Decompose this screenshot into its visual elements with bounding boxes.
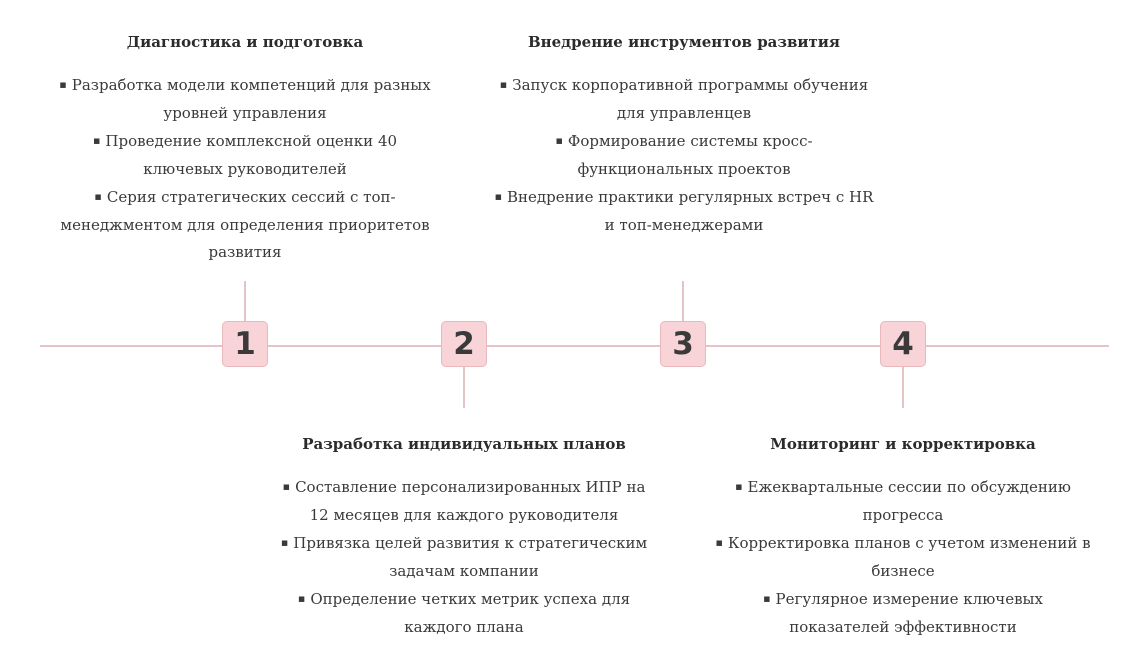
list-item-text: Определение четких метрик успеха для каждого плана [310,589,631,637]
list-item-text: Корректировка планов с учетом изменений в бизнесе [727,533,1091,581]
stage-2-block [274,433,654,641]
list-item [274,474,654,530]
stage-1-list [55,72,435,267]
stage-1-badge: 1 [222,321,268,367]
connector-stage-2 [463,367,465,408]
stage-4-block [713,433,1093,641]
bullet-icon: ▪ [715,535,723,549]
stage-3-block [494,31,874,239]
timeline-axis [40,345,1109,347]
list-item-text: Ежеквартальные сессии по обсуждению прогресса [747,478,1071,525]
bullet-icon: ▪ [280,535,289,549]
list-item [55,72,435,128]
list-item-text: Привязка целей развития к стратегическим задачам компании [293,533,648,581]
list-item [494,128,874,184]
bullet-icon: ▪ [94,189,102,203]
bullet-icon: ▪ [494,189,503,203]
list-item [274,586,654,642]
bullet-icon: ▪ [555,133,563,147]
list-item [274,530,654,586]
list-item [494,72,874,128]
connector-stage-1 [244,281,246,321]
bullet-icon: ▪ [59,78,67,91]
bullet-icon: ▪ [92,133,101,147]
list-item-text: Проведение комплексной оценки 40 ключевых руководителей [105,131,398,179]
list-item [713,530,1093,586]
list-item-text: Формирование системы кросс-функциональных проектов [567,131,813,179]
bullet-icon: ▪ [282,480,291,493]
list-item [494,184,874,240]
stage-2-title: Разработка индивидуальных планов [302,435,626,453]
stage-2-badge: 2 [441,321,487,367]
list-item-text: Серия стратегических сессий с топ-менеджментом для определения приоритетов развития [60,187,430,262]
connector-stage-3 [682,281,684,321]
stage-4-list [713,474,1093,641]
stage-3-badge: 3 [660,321,706,367]
list-item-text: Запуск корпоративной программы обучения для управленцев [512,76,869,123]
list-item-text: Составление персонализированных ИПР на 12 месяцев для каждого руководителя [295,478,646,525]
list-item-text: Разработка модели компетенций для разных уровней управления [71,76,431,123]
list-item-text: Регулярное измерение ключевых показателей эффективности [775,589,1043,637]
list-item [55,184,435,267]
stage-3-list [494,72,874,239]
list-item-text: Внедрение практики регулярных встреч с HR и топ-менеджерами [507,187,874,235]
list-item [55,128,435,184]
stage-2-list [274,474,654,641]
stage-4-badge: 4 [880,321,926,367]
list-item [713,586,1093,642]
stage-1-block [55,31,435,267]
connector-stage-4 [902,367,904,408]
list-item [713,474,1093,530]
bullet-icon: ▪ [763,591,771,605]
bullet-icon: ▪ [499,78,508,91]
bullet-icon: ▪ [735,480,743,493]
bullet-icon: ▪ [297,591,306,605]
stage-3-title: Внедрение инструментов развития [527,33,841,51]
stage-1-title: Диагностика и подготовка [126,33,364,51]
stage-4-title: Мониторинг и корректировка [770,435,1036,453]
